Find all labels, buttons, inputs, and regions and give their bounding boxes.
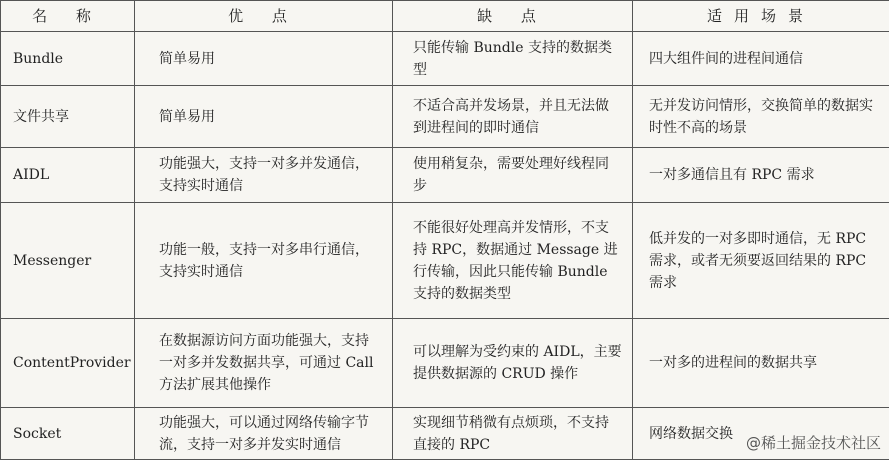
table-row [1,32,889,86]
cell-advantages: 功能一般，支持一对多串行通信，支持实时通信 [135,203,393,319]
table-row [1,148,889,203]
cell-use-case: 无并发访问情形，交换简单的数据实时性不高的场景 [633,86,889,148]
cell-use-case: 四大组件间的进程间通信 [633,32,889,86]
header-row [1,1,889,32]
cell-disadvantages: 不适合高并发场景，并且无法做到进程间的即时通信 [393,86,633,148]
cell-advantages: 功能强大，可以通过网络传输字节流，支持一对多并发实时通信 [135,408,393,460]
header-name: 名 称 [1,1,135,32]
cell-advantages: 功能强大，支持一对多并发通信，支持实时通信 [135,148,393,203]
cell-disadvantages: 使用稍复杂，需要处理好线程同步 [393,148,633,203]
cell-name: Socket [1,408,135,460]
cell-name: Messenger [1,203,135,319]
table-row [1,86,889,148]
cell-use-case: 网络数据交换 [633,408,889,460]
table-row [1,319,889,408]
cell-use-case: 一对多的进程间的数据共享 [633,319,889,408]
watermark-text: @稀土掘金技术社区 [744,432,883,453]
cell-disadvantages: 可以理解为受约束的 AIDL，主要提供数据源的 CRUD 操作 [393,319,633,408]
cell-name: ContentProvider [1,319,135,408]
table-row [1,203,889,319]
cell-name: AIDL [1,148,135,203]
cell-disadvantages: 不能很好处理高并发情形，不支持 RPC，数据通过 Message 进行传输，因此只能传输 Bundle 支持的数据类型 [393,203,633,319]
header-advantages: 优 点 [135,1,393,32]
cell-advantages: 在数据源访问方面功能强大，支持一对多并发数据共享，可通过 Call 方法扩展其他操作 [135,319,393,408]
header-disadvantages: 缺 点 [393,1,633,32]
header-use-cases: 适用场景 [633,1,889,32]
cell-advantages: 简单易用 [135,86,393,148]
cell-name: 文件共享 [1,86,135,148]
cell-name: Bundle [1,32,135,86]
cell-advantages: 简单易用 [135,32,393,86]
cell-disadvantages: 实现细节稍微有点烦琐，不支持直接的 RPC [393,408,633,460]
cell-use-case: 低并发的一对多即时通信，无 RPC 需求，或者无须要返回结果的 RPC 需求 [633,203,889,319]
cell-disadvantages: 只能传输 Bundle 支持的数据类型 [393,32,633,86]
cell-use-case: 一对多通信且有 RPC 需求 [633,148,889,203]
